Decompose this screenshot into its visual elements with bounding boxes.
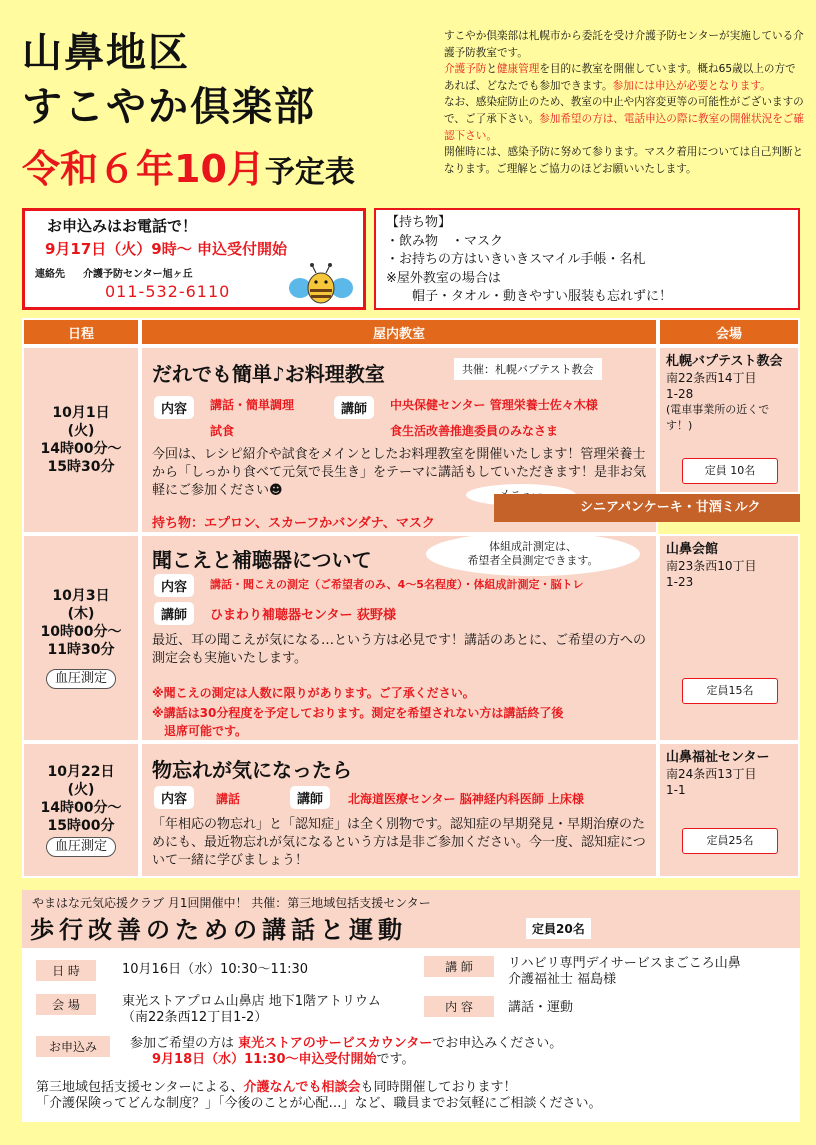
session-title: 聞こえと補聴器について — [152, 548, 372, 572]
foot-2: 「介護保険ってどんな制度？」「今後のことが心配…」など、職員までお気軽にご相談ください。 — [36, 1096, 602, 1111]
session-end: 15時30分 — [47, 459, 115, 475]
session-start: 14時00分～ — [40, 441, 122, 457]
walk-apply-counter: 東光ストアのサービスカウンター — [238, 1036, 433, 1051]
session-title: だれでも簡単♪お料理教室 — [152, 362, 385, 386]
note-1: ※聞こえの測定は人数に限りがあります。ご了承ください。 — [152, 686, 475, 700]
intro-p3: なお、感染症防止のため、教室の中止や内容変更等の可能性がございますので、ご了承下さい。 — [444, 96, 804, 125]
subtitle-schedule: 予定表 — [264, 155, 355, 190]
foot-consultation: 介護なんでも相談会 — [243, 1080, 361, 1095]
session-2-date — [22, 534, 140, 742]
walk-lecturer-label: 講 師 — [424, 956, 494, 977]
session-start: 14時00分～ — [40, 800, 122, 816]
intro-p1: すこやか倶楽部は札幌市から委託を受け介護予防センターが実施している介護予防教室です。 — [444, 30, 804, 59]
contact-label: 連絡先 — [35, 269, 65, 280]
intro-text — [444, 28, 804, 177]
session-dow: (木) — [67, 606, 95, 622]
subtitle-month: 令和６年10月 — [22, 147, 265, 191]
walk-apply-e: です。 — [376, 1052, 415, 1067]
walk-apply-c: でお申込みください。 — [432, 1036, 563, 1051]
session-2-venue — [658, 534, 800, 742]
walk-title: 歩行改善のための講話と運動 — [30, 916, 407, 944]
lecturer-label: 講師 — [154, 602, 194, 625]
note-2: ※講話は30分程度を予定しております。測定を希望されない方は講話終了後 — [152, 706, 564, 720]
page-subtitle — [22, 138, 355, 193]
session-description: 今回は、レシピ紹介や試食をメインとしたお料理教室を開催いたします！管理栄養士から「しっかり食べて元気で長生き」をテーマに講話もしていただきます！是非お気軽にご参加ください☻ — [152, 447, 647, 498]
items-line-1: ・飲み物 ・マスク — [386, 233, 504, 249]
walk-place-1: 東光ストアプロム山鼻店 地下1階アトリウム — [122, 994, 381, 1009]
contact-name: 介護予防センター旭ヶ丘 — [83, 269, 193, 280]
walk-place-label: 会 場 — [36, 994, 96, 1015]
walk-content-label: 内 容 — [424, 996, 494, 1017]
walk-footer — [36, 1080, 602, 1112]
content: 講話 — [216, 792, 241, 806]
content-label: 内容 — [154, 396, 194, 419]
page-title — [22, 26, 316, 134]
walk-place — [122, 994, 381, 1026]
foot-1a: 第三地域包括支援センターによる、 — [36, 1080, 244, 1095]
session-1-date — [22, 346, 140, 534]
bring-items: 持ち物：エプロン、スカーフかバンダナ、マスク — [152, 516, 435, 531]
walk-date-label: 日 時 — [36, 960, 96, 981]
walk-header — [22, 890, 800, 948]
walk-lecturer-1: リハビリ専門デイサービスまごころ山鼻 — [508, 956, 741, 971]
intro-health: 健康管理 — [496, 63, 540, 76]
session-date: 10月1日 — [52, 405, 110, 421]
content-2: 試食 — [210, 424, 235, 438]
lecturer: 北海道医療センター 脳神経内科医師 上床様 — [348, 792, 584, 806]
capacity-badge: 定員15名 — [682, 678, 778, 704]
content: 講話・聞こえの測定（ご希望者のみ、4～5名程度）・体組成計測定・脳トレ — [210, 578, 584, 591]
lecturer-1: 中央保健センター 管理栄養士佐々木様 — [390, 398, 598, 412]
capacity-badge: 定員 10名 — [682, 458, 778, 484]
venue-name: 山鼻福祉センター — [666, 750, 770, 765]
session-description: 「年相応の物忘れ」と「認知症」は全く別物です。認知症の早期発見・早期治療のためにも、最近物忘れが気になるという方は是非ご参加ください。今一度、認知症について一緒に学びましょう！ — [152, 817, 646, 868]
walk-apply — [130, 1036, 562, 1068]
lecturer-2: 食生活改善推進委員のみなさま — [390, 424, 559, 438]
note-3: 退席可能です。 — [164, 724, 248, 738]
phone-number[interactable]: 011-532-6110 — [105, 282, 231, 301]
session-dow: (火) — [67, 782, 95, 798]
walk-capacity: 定員20名 — [526, 918, 591, 939]
intro-and: と — [486, 63, 497, 76]
items-box — [374, 208, 800, 310]
session-date: 10月3日 — [52, 588, 110, 604]
header-date: 日程 — [22, 318, 140, 346]
items-line-3: ※屋外教室の場合は — [386, 270, 501, 286]
venue-address: 南24条西13丁目 — [666, 767, 757, 781]
title-line-2: すこやか倶楽部 — [22, 84, 316, 130]
measurement-bubble — [426, 532, 640, 576]
apply-date: 9月17日（火）9時～ 申込受付開始 — [45, 240, 287, 258]
session-end: 15時00分 — [47, 818, 115, 834]
session-dow: (火) — [67, 423, 95, 439]
session-end: 11時30分 — [47, 642, 115, 658]
content-1: 講話・簡単調理 — [210, 398, 295, 412]
intro-p4: 開催時には、感染予防に努めて参ります。マスク着用については自己判断となります。ご理解とご協力のほどお願いいたします。 — [444, 146, 804, 175]
walk-details — [22, 948, 800, 1122]
header-indoor: 屋内教室 — [140, 318, 658, 346]
blood-pressure-pill: 血圧測定 — [46, 669, 116, 689]
cohost: 共催：札幌バプテスト教会 — [454, 358, 602, 380]
venue-note: (電車事業所の近くです！) — [666, 403, 770, 432]
venue-name: 山鼻会館 — [666, 542, 719, 557]
intro-apply-required: 参加には申込が必要となります。 — [612, 79, 771, 92]
session-title: 物忘れが気になったら — [152, 758, 352, 782]
title-line-1: 山鼻地区 — [22, 30, 190, 76]
content-label: 内容 — [154, 574, 194, 597]
session-description: 最近、耳の聞こえが気になる…という方は必見です！講話のあとに、ご希望の方への測定会も実施いたします。 — [152, 633, 647, 666]
intro-p2: を目的に教室を開催しています。概ね65歳以上の方であれば、どなたでも参加できます。 — [444, 63, 796, 92]
bubble-line-1: 体組成計測定は、 — [489, 540, 577, 553]
capacity-badge: 定員25名 — [682, 828, 778, 854]
walk-apply-label: お申込み — [36, 1036, 110, 1057]
foot-1c: も同時開催しております！ — [360, 1080, 517, 1095]
walk-place-2: （南22条西12丁目1-2） — [122, 1010, 268, 1025]
blood-pressure-pill: 血圧測定 — [46, 837, 116, 857]
lecturer: ひまわり補聴器センター 荻野様 — [210, 608, 397, 623]
walk-lecturer — [508, 956, 741, 988]
walk-club: やまはな元気応援クラブ 月1回開催中！ 共催：第三地域包括支援センター — [32, 896, 431, 910]
session-date: 10月22日 — [47, 764, 115, 780]
walk-apply-a: 参加ご希望の方は — [130, 1036, 239, 1051]
venue-name: 札幌バプテスト教会 — [666, 354, 783, 369]
walk-date: 10月16日（水）10:30～11:30 — [122, 962, 309, 977]
lecturer-label: 講師 — [290, 786, 330, 809]
session-3-content — [140, 742, 658, 878]
venue-address-2: 1-23 — [666, 575, 694, 589]
intro-confirm: 参加希望の方は、電話申込の際に教室の開催状況をご確認下さい。 — [444, 112, 804, 142]
lecturer-label: 講師 — [334, 396, 374, 419]
apply-heading: お申込みはお電話で！ — [47, 217, 198, 235]
venue-address: 南22条西14丁目 — [666, 371, 757, 385]
walk-apply-date: 9月18日（水）11:30～申込受付開始 — [152, 1052, 377, 1067]
content-label: 内容 — [154, 786, 194, 809]
items-line-4: 帽子・タオル・動きやすい服装も忘れずに！ — [412, 289, 673, 304]
bee-icon — [288, 262, 354, 306]
session-3-venue — [658, 742, 800, 878]
session-1-venue — [658, 346, 800, 494]
header-venue: 会場 — [658, 318, 800, 346]
venue-address-2: 1-28 — [666, 387, 694, 401]
walk-lecturer-2: 介護福祉士 福島様 — [508, 972, 617, 987]
session-3-date — [22, 742, 140, 878]
venue-address: 南23条西10丁目 — [666, 559, 757, 573]
session-start: 10時00分～ — [40, 624, 122, 640]
intro-care-prevention: 介護予防 — [444, 63, 487, 76]
venue-address-2: 1-1 — [666, 783, 686, 797]
items-line-2: ・お持ちの方はいきいきスマイル手帳・名札 — [386, 252, 646, 267]
items-heading: 【持ち物】 — [386, 215, 452, 230]
menu-banner: シニアパンケーキ・甘酒ミルク — [494, 494, 800, 522]
bubble-line-2: 希望者全員測定できます。 — [467, 554, 599, 567]
walk-content: 講話・運動 — [508, 1000, 574, 1015]
